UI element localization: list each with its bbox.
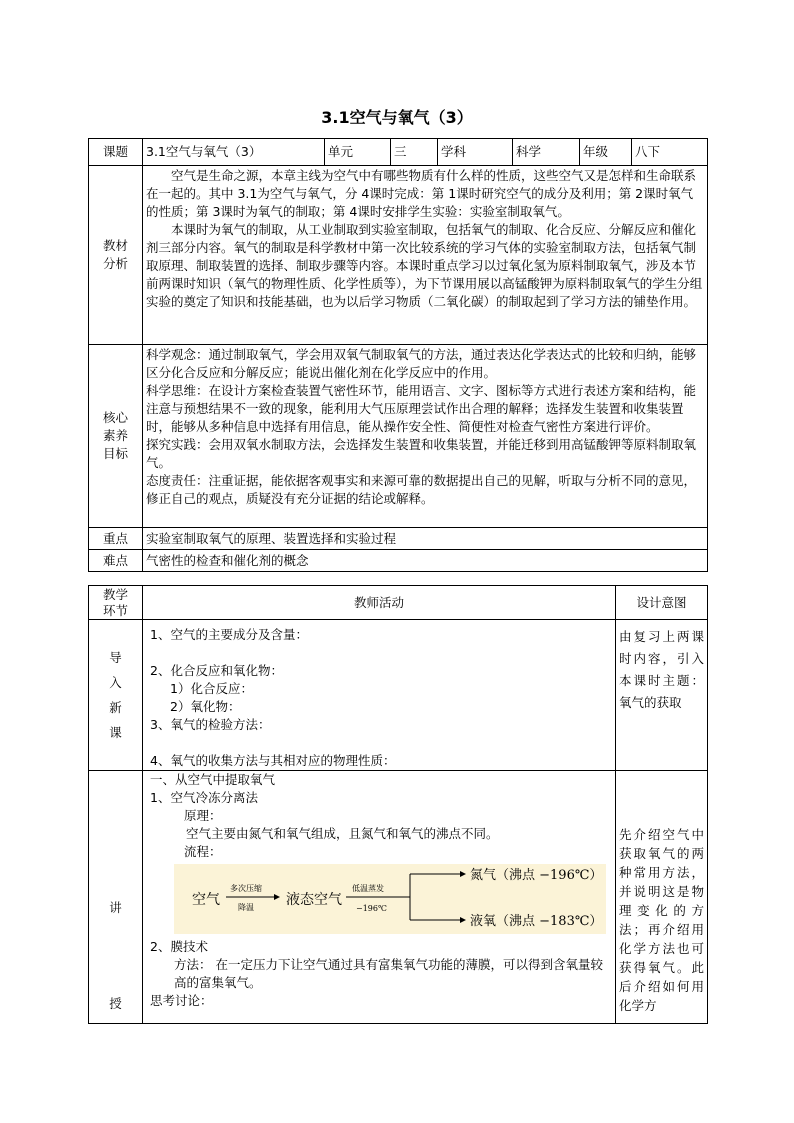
literacy-label (89, 345, 143, 528)
course-label: 课题 (89, 139, 143, 166)
intro-line: 4、氧气的收集方法与其相对应的物理性质： (150, 753, 396, 768)
lecture-step (89, 771, 143, 1024)
intro-line: 2、化合反应和氧化物： (150, 663, 283, 678)
lecture-teacher-activity (143, 771, 616, 1024)
literacy-item: 科学观念：通过制取氧气，学会用双氧气制取氧气的方法，通过表达化学表达式的比较和归纳，能够区分化合反应和分解反应；能说出催化剂在化学反应中的作用。 (146, 347, 697, 380)
discussion-label: 思考讨论： (150, 993, 213, 1008)
grade-value: 八下 (632, 139, 708, 166)
flow-arrowhead-bottom (460, 917, 466, 923)
intent-header: 设计意图 (616, 586, 708, 620)
principle-text: 空气主要由氮气和氧气组成，且氮气和氧气的沸点不同。 (186, 826, 499, 841)
intro-line: 3、氧气的检验方法： (150, 717, 271, 732)
intro-intent: 由复习上两课时内容，引入本课时主题：氧气的获取 (616, 620, 708, 771)
course-value: 3.1空气与氧气（3） (143, 139, 325, 166)
lecture-method-1: 1、空气冷冻分离法 (150, 790, 258, 805)
intro-line: 1）化合反应： (170, 681, 253, 696)
flow-step2-bottom: −196℃ (356, 904, 387, 913)
lecture-step-a: 讲 (109, 900, 122, 915)
flow-output-oxygen: 液氧（沸点 −183℃） (470, 914, 603, 929)
flow-label: 流程： (184, 844, 222, 859)
flow-output-nitrogen: 氮气（沸点 −196℃） (470, 868, 603, 883)
intro-step (89, 620, 143, 771)
membrane-method: 方法： 在一定压力下让空气通过具有富集氧气功能的薄膜，可以得到含氧量较高的富集氧气。 (174, 957, 603, 990)
analysis-content (143, 166, 708, 345)
analysis-label (89, 166, 143, 345)
unit-label: 单元 (325, 139, 391, 166)
literacy-item: 探究实践：会用双氧水制取方法，会选择发生装置和收集装置，并能迁移到用高锰酸钾等原料制取氧气。 (146, 437, 697, 470)
literacy-item: 态度责任：注重证据，能依据客观事实和来源可靠的数据提出自己的见解，听取与分析不同的意见，修正自己的观点，质疑没有充分证据的结论或解释。 (146, 473, 697, 506)
flow-step1-top: 多次压缩 (230, 884, 262, 893)
analysis-paragraph: 本课时为氧气的制取，从工业制取到实验室制取，包括氧气的制取、化合反应、分解反应和催化剂三部分内容。氧气的制取是科学教材中第一次比较系统的学习气体的实验室制取方法，包括氧气制取原理、制取装置的选择、制取步骤等内容。本课时重点学习以过氧化氢为原料制取氧气，涉及本节前两课时知识（氧气的物理性质、化学性质等），为下节课用展以高锰酸钾为原料制取氧气的学生分组实验的奠定了知识和技能基础，也为以后学习物质（二氧化碳）的制取起到了学习方法的铺垫作用。 (146, 222, 703, 309)
difficulty-label: 难点 (89, 550, 143, 572)
flow-step1-bottom: 降温 (238, 903, 254, 912)
step-header (89, 586, 143, 620)
analysis-paragraph: 空气是生命之源，本章主线为空气中有哪些物质有什么样的性质，这些空气又是怎样和生命联系在一起的。其中 3.1为空气与氧气，分 4课时完成：第 1课时研究空气的成分及利用；第 2课时氧气的性质；第 3课时为氧气的制取；第 4课时安排学生实验：实验室制取氧气。 (146, 168, 697, 219)
teacher-header: 教师活动 (143, 586, 616, 620)
grade-label: 年级 (580, 139, 632, 166)
lesson-info-table (88, 138, 708, 572)
intro-teacher-activity (143, 620, 616, 771)
key-point-value: 实验室制取氧气的原理、装置选择和实验过程 (143, 528, 708, 550)
literacy-content (143, 345, 708, 528)
analysis-label-text: 教材分析 (102, 238, 128, 271)
intro-line: 1、空气的主要成分及含量： (150, 627, 308, 642)
flow-air: 空气 (192, 892, 220, 908)
flow-svg (174, 864, 606, 934)
unit-value: 三 (391, 139, 438, 166)
teaching-process-table (88, 585, 708, 1024)
flow-liquid-air: 液态空气 (286, 892, 342, 908)
key-point-label: 重点 (89, 528, 143, 550)
principle-label: 原理： (184, 808, 222, 823)
flow-arrowhead-1 (274, 894, 280, 900)
intro-line: 2）氧化物： (170, 699, 241, 714)
document-title: 3.1空气与氧气（3） (321, 108, 473, 127)
difficulty-value: 气密性的检查和催化剂的概念 (143, 550, 708, 572)
subject-label: 学科 (438, 139, 513, 166)
flow-step2-top: 低温蒸发 (352, 884, 384, 893)
lecture-method-2: 2、膜技术 (150, 939, 208, 954)
lecture-step-b: 授 (109, 996, 122, 1011)
flow-arrowhead-top (460, 871, 466, 877)
lecture-section-title: 一、从空气中提取氧气 (150, 772, 276, 787)
separation-flow-diagram (174, 864, 606, 934)
lecture-intent: 先介绍空气中获取氧气的两种常用方法，并说明这是物理变化的方法；再介绍用化学方法也可获得氧气。此后介绍如何用化学方 (616, 771, 708, 1024)
step-header-text: 教学环节 (102, 586, 128, 618)
subject-value: 科学 (513, 139, 580, 166)
intro-step-text: 导入新课 (109, 650, 122, 740)
literacy-label-text: 核心素养目标 (102, 410, 128, 461)
literacy-item: 科学思维：在设计方案检查装置气密性环节，能用语言、文字、图标等方式进行表述方案和结构，能注意与预想结果不一致的现象，能利用大气压原理尝试作出合理的解释；选择发生装置和收集装置时，能够从多种信息中选择有用信息，能从操作安全性、简便性对检查气密性方案进行评价。 (146, 383, 697, 434)
